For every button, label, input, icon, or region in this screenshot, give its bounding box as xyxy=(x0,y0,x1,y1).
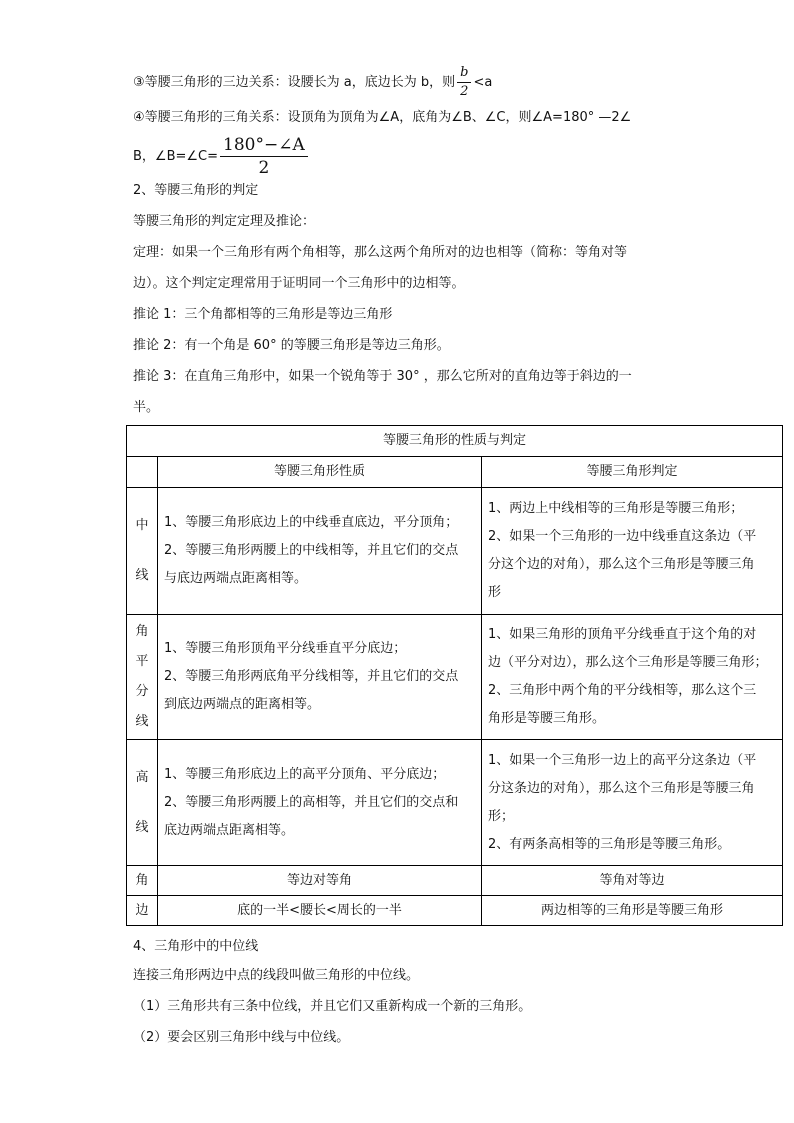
fraction-numerator: b xyxy=(457,64,471,83)
table-row xyxy=(127,488,783,615)
property-three-angles-line1: ④等腰三角形的三角关系：设顶角为顶角为∠A，底角为∠B、∠C，则∠A=180° —2∠ xyxy=(133,110,632,125)
cell-line: 1、等腰三角形顶角平分线垂直平分底边； xyxy=(164,641,407,656)
corollary-2: 推论 2：有一个角是 60° 的等腰三角形是等边三角形。 xyxy=(133,338,450,353)
cell-line: 1、两边上中线相等的三角形是等腰三角形； xyxy=(488,501,744,516)
row-header-char: 线 xyxy=(135,714,149,729)
cell-line: 到底边两端点的距离相等。 xyxy=(164,697,321,712)
row-header-char: 分 xyxy=(135,684,149,699)
side-properties: 底的一半<腰长<周长的一半 xyxy=(158,896,482,926)
median-judgement xyxy=(482,488,783,615)
corollary-3-line2: 半。 xyxy=(133,400,160,415)
cell-line: 2、等腰三角形两腰上的中线相等，并且它们的交点 xyxy=(164,543,459,558)
cell-line: 1、如果一个三角形一边上的高平分这条边（平 xyxy=(488,752,757,768)
altitude-properties xyxy=(158,740,482,866)
median-properties xyxy=(158,488,482,615)
angle-formula-fraction xyxy=(220,134,308,179)
cell-line: 分这个边的对角），那么这个三角形是等腰三角 xyxy=(488,557,755,572)
cell-line: 2、三角形中两个角的平分线相等，那么这个三 xyxy=(488,683,757,698)
corollary-3-line1: 推论 3：在直角三角形中，如果一个锐角等于 30° ，那么它所对的直角边等于斜边的一 xyxy=(133,369,632,384)
cell-line: 1、如果三角形的顶角平分线垂直于这个角的对 xyxy=(488,627,757,642)
table-header-row xyxy=(127,457,783,488)
theorem-line1: 定理：如果一个三角形有两个角相等，那么这两个角所对的边也相等（简称：等角对等 xyxy=(133,245,628,260)
property-three-sides-text: ③等腰三角形的三边关系：设腰长为 a，底边长为 b，则 xyxy=(133,75,456,90)
midline-definition: 连接三角形两边中点的线段叫做三角形的中位线。 xyxy=(133,968,420,983)
corollary-1: 推论 1：三个角都相等的三角形是等边三角形 xyxy=(133,307,393,322)
cell-line: 形 xyxy=(488,585,502,600)
fraction-denominator: 2 xyxy=(460,84,469,99)
angle-judgement: 等角对等边 xyxy=(482,866,783,896)
fraction-numerator: 180°−∠A xyxy=(220,134,308,157)
angle-properties: 等边对等角 xyxy=(158,866,482,896)
table-row xyxy=(127,866,783,896)
properties-judgement-table xyxy=(126,425,783,926)
row-header-char: 线 xyxy=(135,568,149,583)
cell-line: 形； xyxy=(488,808,515,824)
section-heading-midline: 4、三角形中的中位线 xyxy=(133,939,259,954)
property-three-sides-tail: <a xyxy=(473,75,493,90)
row-header-altitude xyxy=(127,740,158,866)
cell-line: 2、等腰三角形两底角平分线相等，并且它们的交点 xyxy=(164,669,459,684)
row-header-median xyxy=(127,488,158,615)
angle-bisector-judgement xyxy=(482,615,783,740)
header-properties: 等腰三角形性质 xyxy=(158,457,482,488)
row-header-char: 平 xyxy=(135,654,149,669)
table-row xyxy=(127,896,783,926)
midline-note-2: （2）要会区别三角形中线与中位线。 xyxy=(133,1030,350,1045)
cell-line: 2、等腰三角形两腰上的高相等，并且它们的交点和 xyxy=(164,794,459,810)
cell-line: 边（平分对边），那么这个三角形是等腰三角形； xyxy=(488,655,768,670)
row-header-char: 高 xyxy=(135,769,149,785)
fraction-denominator: 2 xyxy=(258,158,270,178)
cell-line: 2、有两条高相等的三角形是等腰三角形。 xyxy=(488,836,731,852)
theorem-line2: 边）。这个判定定理常用于证明同一个三角形中的边相等。 xyxy=(133,276,465,291)
table-row xyxy=(127,615,783,740)
cell-line: 1、等腰三角形底边上的中线垂直底边，平分顶角； xyxy=(164,515,459,530)
row-header-side: 边 xyxy=(127,896,158,926)
angle-bisector-properties xyxy=(158,615,482,740)
table-title: 等腰三角形的性质与判定 xyxy=(127,426,783,457)
cell-line: 角形是等腰三角形。 xyxy=(488,711,606,726)
header-judgement: 等腰三角形判定 xyxy=(482,457,783,488)
cell-line: 2、如果一个三角形的一边中线垂直这条边（平 xyxy=(488,529,757,544)
fraction-b-over-2 xyxy=(457,64,471,101)
property-three-angles-line2 xyxy=(133,134,310,179)
section-heading-judgement: 2、等腰三角形的判定 xyxy=(133,183,259,198)
header-empty-cell xyxy=(127,457,158,488)
property-three-sides xyxy=(133,64,492,101)
side-judgement: 两边相等的三角形是等腰三角形 xyxy=(482,896,783,926)
cell-line: 与底边两端点距离相等。 xyxy=(164,571,308,586)
altitude-judgement xyxy=(482,740,783,866)
cell-line: 1、等腰三角形底边上的高平分顶角、平分底边； xyxy=(164,766,446,782)
row-header-char: 角 xyxy=(135,624,149,639)
judgement-intro: 等腰三角形的判定定理及推论： xyxy=(133,214,316,229)
row-header-char: 线 xyxy=(135,819,149,835)
cell-line: 分这条边的对角），那么这个三角形是等腰三角 xyxy=(488,780,755,796)
angle-formula-prefix: B，∠B=∠C= xyxy=(133,149,219,164)
row-header-angle: 角 xyxy=(127,866,158,896)
table-row xyxy=(127,740,783,866)
table-title-row xyxy=(127,426,783,457)
row-header-angle-bisector xyxy=(127,615,158,740)
cell-line: 底边两端点距离相等。 xyxy=(164,822,295,838)
midline-note-1: （1）三角形共有三条中位线，并且它们又重新构成一个新的三角形。 xyxy=(133,999,532,1014)
row-header-char: 中 xyxy=(135,518,149,533)
